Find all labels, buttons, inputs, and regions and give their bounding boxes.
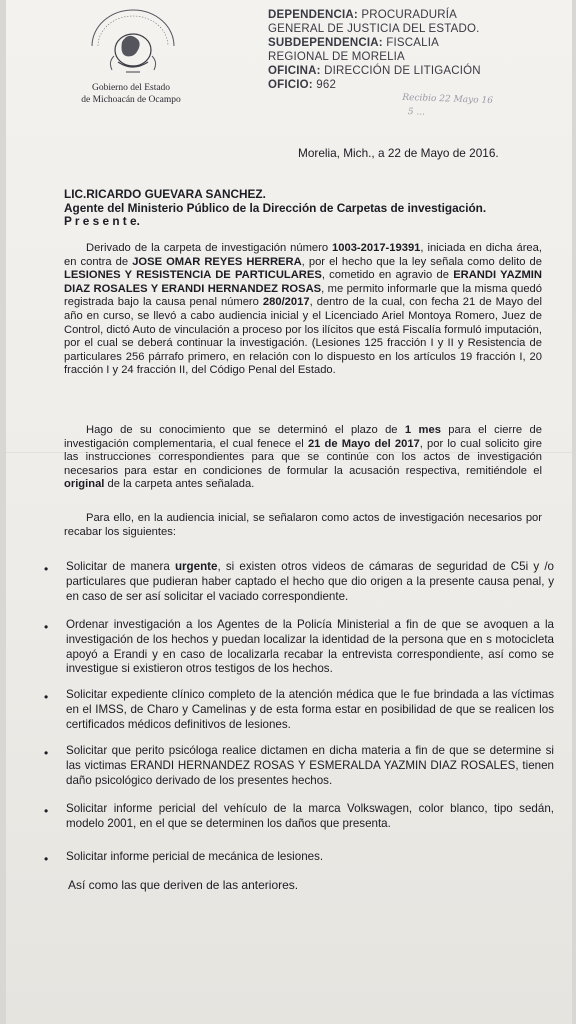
document-page: [6, 0, 572, 1024]
subdependencia-label: SUBDEPENDENCIA:: [268, 37, 383, 49]
item-3-text: Solicitar expediente clínico completo de la atención médica que le fue brindada a las víctimas en el IMSS, de Charo y Camelinas y de esta forma estar en posibilidad de que se realicen los certificados médicos definitivos de lesiones.: [66, 688, 554, 731]
handwritten-line-2: 5 ...: [407, 107, 426, 118]
p1-text-4: , cometido en agravio de: [321, 269, 454, 282]
dependencia-label: DEPENDENCIA:: [268, 9, 358, 21]
closing-line: Así como las que deriven de las anteriores.: [68, 878, 299, 892]
bullet-icon: •: [44, 620, 49, 634]
dependencia-value-1: PROCURADURÍA: [361, 9, 458, 21]
p2-text-1: Hago de su conocimiento que se determinó el plazo de: [86, 424, 405, 436]
p1-bold-case-number: 280/2017: [262, 296, 310, 309]
date-line: Morelia, Mich., a 22 de Mayo de 2016.: [298, 146, 499, 160]
p1-bold-accused: JOSE OMAR REYES HERRERA: [132, 255, 302, 268]
recipient-title: Agente del Ministerio Público de la Dirección de Carpetas de investigación.: [64, 200, 487, 215]
item-1-bold-urgent: urgente: [174, 560, 218, 573]
item-4-text: Solicitar que perito psicóloga realice dictamen en dicha materia a fin de que se determine si las victimas ERANDI HERNANDEZ ROSAS Y ESMERALDA YAZMIN DIAZ ROSALES, tienen daño psicológico derivado de los presentes hechos.: [66, 744, 554, 787]
recipient-greeting: P r e s e n t e.: [64, 214, 140, 228]
p2-text-3: , por lo cual solicito gire las instrucciones correspondientes para que se continúe con los actos de investigación necesarios para estar en condiciones de formular la acusación respectiva, remitiéndole el: [64, 437, 542, 477]
dependencia-value-2: GENERAL DE JUSTICIA DEL ESTADO.: [268, 23, 480, 35]
p2-text-4: de la carpeta antes señalada.: [104, 478, 255, 491]
item-5-text: Solicitar informe pericial del vehículo de la marca Volkswagen, color blanco, tipo sedán, modelo 2001, en el que se determinen los daños que presenta.: [66, 802, 554, 830]
p2-bold-deadline: 21 de Mayo del 2017: [307, 437, 420, 450]
p1-bold-folder-number: 1003-2017-19391: [332, 242, 421, 254]
subdependencia-value-1: FISCALIA: [386, 37, 439, 49]
p2-text-2: para el cierre de investigación complementaria, el cual fenece el: [64, 424, 542, 450]
p1-text-2: , iniciada en dicha área, en contra de: [64, 242, 542, 268]
subdependencia-value-2: REGIONAL DE MORELIA: [268, 51, 405, 63]
item-2-text: Ordenar investigación a los Agentes de la Policía Ministerial a fin de que se avoquen a la investigación de los hechos y puedan localizar la identidad de la persona que en s motocicleta apoyó a Erandi y en caso de localizarla recabar la entrevista correspondiente, así como se investigue si existieron otros testigos de los hechos.: [66, 618, 554, 676]
coat-of-arms-seal-icon: [78, 6, 188, 84]
paragraph-2: [64, 424, 542, 492]
government-name: [56, 82, 206, 106]
p1-text-1: Derivado de la carpeta de investigación número: [86, 242, 333, 254]
handwritten-line-1: Recibio 22 Mayo 16: [402, 92, 494, 107]
oficio-label: OFICIO:: [268, 79, 313, 91]
oficio-value: 962: [316, 79, 337, 91]
recipient-name: LIC.RICARDO GUEVARA SANCHEZ.: [64, 187, 266, 201]
p1-bold-crime: LESIONES Y RESISTENCIA DE PARTICULARES: [64, 269, 322, 282]
p2-bold-original: original: [64, 478, 105, 491]
p1-bold-victims: ERANDI YAZMIN DIAZ ROSALES Y ERANDI HERNANDEZ ROSAS: [64, 269, 542, 295]
recipient-block: [64, 188, 544, 229]
p2-bold-term: 1 mes: [404, 424, 441, 436]
government-line-2: de Michoacán de Ocampo: [81, 95, 181, 105]
oficina-value: DIRECCIÓN DE LITIGACIÓN: [324, 65, 481, 77]
item-1-text-1: Solicitar de manera: [66, 560, 175, 573]
bullet-icon: •: [44, 852, 49, 866]
bullet-icon: •: [44, 562, 49, 576]
p1-text-5: , me permito informarle que la misma quedó registrada bajo la causa penal número: [64, 282, 543, 309]
item-6-text: Solicitar informe pericial de mecánica de lesiones.: [66, 850, 324, 863]
bullet-icon: •: [44, 746, 49, 760]
dependency-block: [268, 8, 568, 92]
government-line-1: Gobierno del Estado: [91, 83, 171, 93]
p1-text-6: , dentro de la cual, con fecha 21 de Mayo del año en curso, se llevó a cabo audiencia inicial y el Licenciado Ariel Montoya Romero, Juez de Control, dictó Auto de vinculación a proceso por los ilícitos que está Fiscalía formuló imputación, por el cual se deberá continuar la investigación. (Lesiones 125 fracción I y II y Resistencia de particulares 256 párrafo primero, en relación con lo dispuesto en los artículos 19 fracción I, 20 fracción I y 24 fracción II, del Código Penal del Estado.: [64, 296, 542, 377]
bullet-icon: •: [44, 804, 49, 818]
paragraph-3: [64, 512, 542, 539]
paragraph-1: [64, 242, 542, 378]
p1-text-3: , por el hecho que la ley señala como delito de: [301, 255, 542, 268]
handwritten-note: [402, 91, 572, 125]
oficina-label: OFICINA:: [268, 65, 321, 77]
p3-text: Para ello, en la audiencia inicial, se señalaron como actos de investigación necesarios por recabar los siguientes:: [64, 512, 542, 538]
item-1-text-2: , si existen otros videos de cámaras de seguridad de C5i y /o particulares que pudieran haber captado el hecho que dio origen a la presente causa penal, y en caso de ser así solicitar el vaciado correspondiente.: [66, 560, 555, 603]
bullet-icon: •: [44, 690, 49, 704]
